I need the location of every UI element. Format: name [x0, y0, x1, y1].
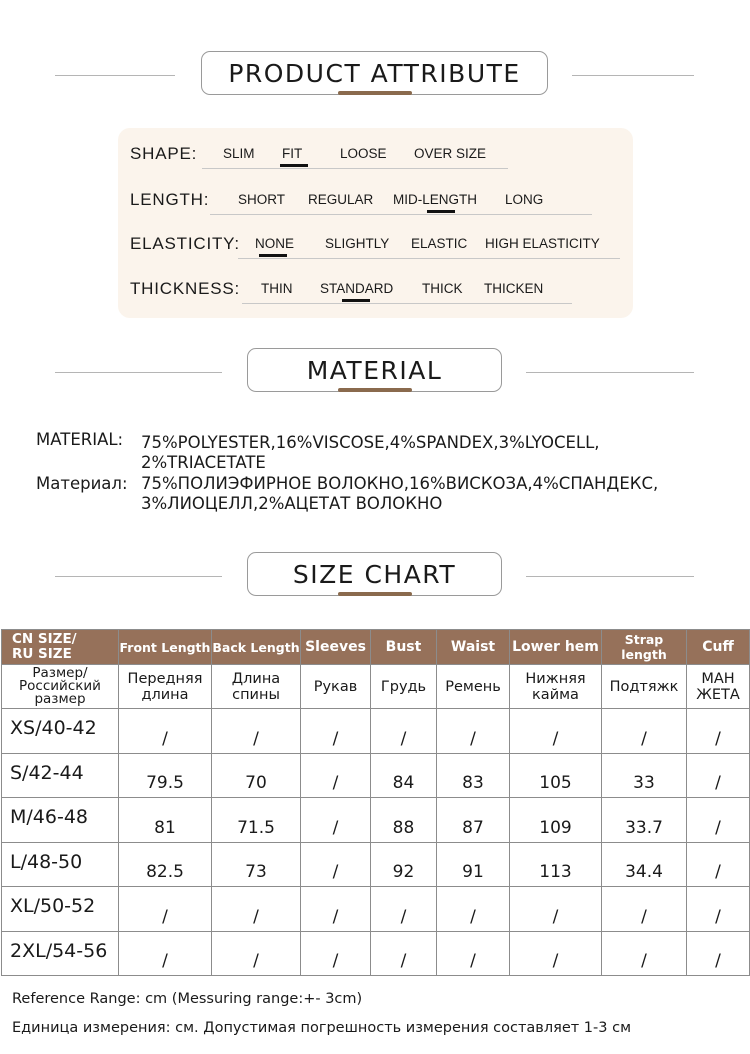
product-attribute-header [0, 51, 750, 101]
attribute-label-shape: SHAPE: [130, 144, 198, 163]
option-short: SHORT [238, 192, 286, 207]
attribute-panel [118, 128, 633, 318]
material-label-en: MATERIAL: [36, 430, 124, 449]
ru-header-strap-length: Подтяжк [602, 665, 687, 709]
table-row [2, 842, 750, 887]
measurement-cell: 109 [510, 798, 602, 843]
measurement-cell: / [212, 931, 301, 976]
ru-header-back-length: Длина спины [212, 665, 301, 709]
ru-header-waist: Ремень [437, 665, 510, 709]
measurement-cell: 79.5 [119, 753, 212, 798]
reference-range-ru: Единица измерения: см. Допустимая погрешность измерения составляет 1-3 см [12, 1020, 632, 1036]
selected-marker [280, 164, 308, 167]
option-regular: REGULAR [308, 192, 374, 207]
option-elastic: ELASTIC [411, 236, 468, 251]
header-back-length: Back Length [212, 630, 301, 665]
ru-header-lower-hem: Нижняя кайма [510, 665, 602, 709]
header-sleeves: Sleeves [301, 630, 371, 665]
measurement-cell: / [510, 709, 602, 754]
header-lower-hem: Lower hem [510, 630, 602, 665]
measurement-cell: / [602, 887, 687, 932]
measurement-cell: 33 [602, 753, 687, 798]
attribute-row-length [130, 188, 630, 218]
measurement-cell: 87 [437, 798, 510, 843]
measurement-cell: 70 [212, 753, 301, 798]
measurement-cell: 84 [371, 753, 437, 798]
ru-header-bust: Грудь [371, 665, 437, 709]
measurement-cell: / [301, 753, 371, 798]
measurement-cell: 82.5 [119, 842, 212, 887]
size-cell: XS/40-42 [2, 709, 119, 754]
size-cell: M/46-48 [2, 798, 119, 843]
ru-header-size: Размер/ Российский размер [2, 665, 119, 709]
attribute-row-elasticity [130, 232, 630, 262]
product-attribute-title: PRODUCT ATTRIBUTE [228, 58, 521, 88]
option-long: LONG [505, 192, 544, 207]
option-high-elasticity: HIGH ELASTICITY [485, 236, 600, 251]
size-cell: 2XL/54-56 [2, 931, 119, 976]
option-thin: THIN [261, 281, 293, 296]
option-over-size: OVER SIZE [414, 146, 487, 161]
measurement-cell: / [119, 709, 212, 754]
measurement-cell: / [687, 931, 750, 976]
measurement-cell: 81 [119, 798, 212, 843]
option-thicken: THICKEN [484, 281, 544, 296]
measurement-cell: / [371, 931, 437, 976]
measurement-cell: 33.7 [602, 798, 687, 843]
measurement-cell: / [687, 798, 750, 843]
measurement-cell: 91 [437, 842, 510, 887]
size-chart-title-box [247, 552, 502, 596]
header-front-length: Front Length [119, 630, 212, 665]
attribute-label-elasticity: ELASTICITY: [130, 234, 240, 253]
measurement-cell: 113 [510, 842, 602, 887]
measurement-cell: / [301, 709, 371, 754]
ru-header-sleeves: Рукав [301, 665, 371, 709]
measurement-cell: / [371, 709, 437, 754]
measurement-cell: / [602, 709, 687, 754]
measurement-cell: / [301, 842, 371, 887]
header-waist: Waist [437, 630, 510, 665]
table-row [2, 798, 750, 843]
measurement-cell: / [119, 887, 212, 932]
header-cuff: Cuff [687, 630, 750, 665]
size-chart-ru-header-row [2, 665, 750, 709]
material-text-en-1: 75%POLYESTER,16%VISCOSE,4%SPANDEX,3%LYOCELL, [141, 433, 600, 452]
header-cn-ru-size: CN SIZE/ RU SIZE [2, 630, 119, 665]
selected-marker [427, 210, 455, 213]
table-row [2, 931, 750, 976]
measurement-cell: / [371, 887, 437, 932]
selected-marker [259, 254, 287, 257]
attribute-row-thickness [130, 277, 630, 307]
measurement-cell: / [510, 887, 602, 932]
measurement-cell: 73 [212, 842, 301, 887]
measurement-cell: 83 [437, 753, 510, 798]
material-text-ru-1: 75%ПОЛИЭФИРНОЕ ВОЛОКНО,16%ВИСКОЗА,4%СПАНДЕКС, [141, 474, 659, 493]
ru-header-front-length: Передняя длина [119, 665, 212, 709]
option-mid-length: MID-LENGTH [393, 192, 477, 207]
size-chart-header-row [2, 630, 750, 665]
attribute-label-length: LENGTH: [130, 190, 210, 209]
size-cell: L/48-50 [2, 842, 119, 887]
measurement-cell: / [119, 931, 212, 976]
measurement-cell: / [602, 931, 687, 976]
option-fit: FIT [282, 146, 302, 161]
measurement-cell: / [437, 931, 510, 976]
material-text-ru-2: 3%ЛИОЦЕЛЛ,2%АЦЕТАТ ВОЛОКНО [141, 494, 443, 513]
measurement-cell: 71.5 [212, 798, 301, 843]
size-chart-header [0, 552, 750, 602]
size-chart-title: SIZE CHART [292, 559, 457, 589]
measurement-cell: / [212, 887, 301, 932]
option-thick: THICK [422, 281, 463, 296]
measurement-cell: / [437, 709, 510, 754]
ru-header-cuff: МАН ЖЕТА [687, 665, 750, 709]
measurement-cell: 92 [371, 842, 437, 887]
measurement-cell: 105 [510, 753, 602, 798]
size-cell: S/42-44 [2, 753, 119, 798]
measurement-cell: / [301, 931, 371, 976]
option-standard: STANDARD [320, 281, 393, 296]
table-row [2, 709, 750, 754]
material-label-ru: Материал: [36, 474, 128, 493]
attribute-row-shape [130, 142, 630, 172]
table-row [2, 753, 750, 798]
option-slightly: SLIGHTLY [325, 236, 390, 251]
measurement-cell: / [687, 887, 750, 932]
measurement-cell: 34.4 [602, 842, 687, 887]
table-row [2, 887, 750, 932]
reference-range-en: Reference Range: cm (Messuring range:+- 3cm) [12, 991, 363, 1007]
option-none: NONE [255, 236, 294, 251]
size-chart-table [1, 629, 750, 976]
measurement-cell: / [437, 887, 510, 932]
material-text-en-2: 2%TRIACETATE [141, 453, 266, 472]
material-title: MATERIAL [306, 355, 443, 385]
option-slim: SLIM [223, 146, 255, 161]
measurement-cell: 88 [371, 798, 437, 843]
material-title-box [247, 348, 502, 392]
measurement-cell: / [212, 709, 301, 754]
product-attribute-title-box [201, 51, 548, 95]
measurement-cell: / [687, 709, 750, 754]
attribute-label-thickness: THICKNESS: [130, 279, 241, 298]
header-bust: Bust [371, 630, 437, 665]
selected-marker [342, 299, 370, 302]
material-header [0, 348, 750, 398]
header-strap-length: Strap length [602, 630, 687, 665]
option-loose: LOOSE [340, 146, 387, 161]
measurement-cell: / [510, 931, 602, 976]
measurement-cell: / [301, 887, 371, 932]
size-cell: XL/50-52 [2, 887, 119, 932]
measurement-cell: / [687, 842, 750, 887]
measurement-cell: / [687, 753, 750, 798]
measurement-cell: / [301, 798, 371, 843]
